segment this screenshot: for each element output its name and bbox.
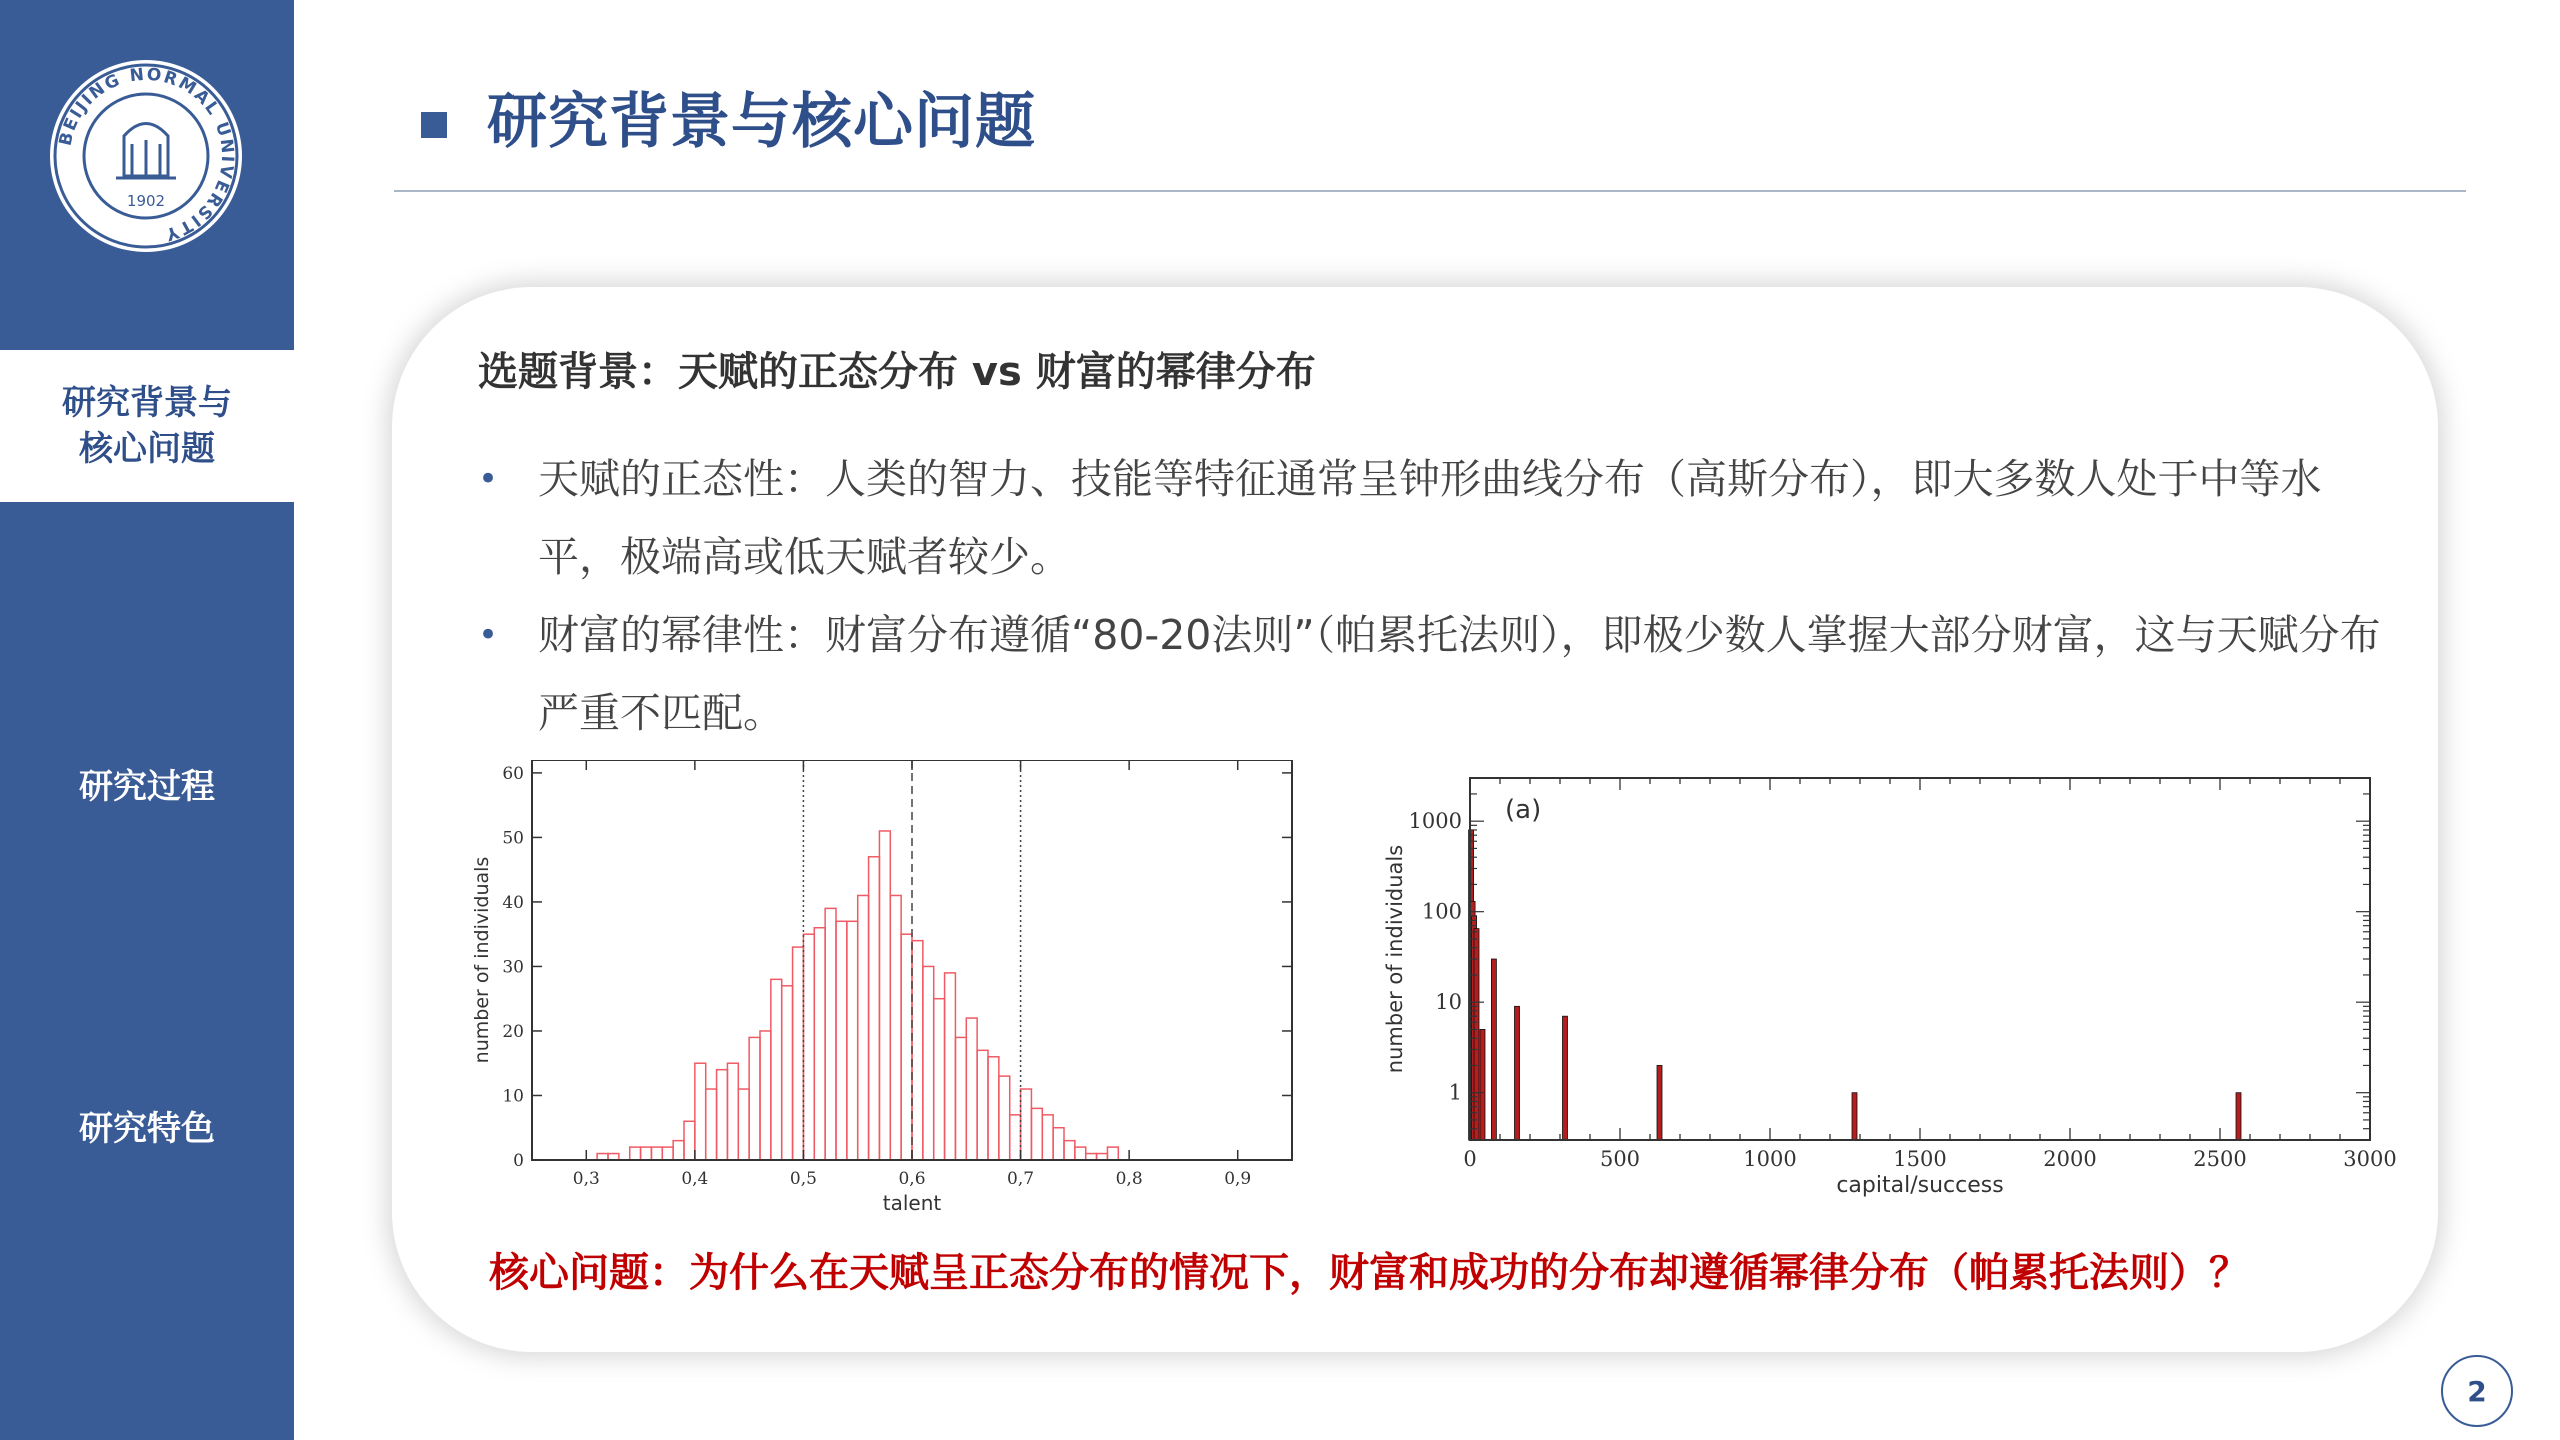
y-tick-label: 1000 <box>1408 809 1462 834</box>
capital-bar <box>1491 959 1496 1140</box>
x-tick-label: 1500 <box>1893 1147 1947 1171</box>
page-title: 研究背景与核心问题 <box>487 87 1036 157</box>
histogram-bar <box>782 986 793 1160</box>
sidebar-item-features[interactable] <box>0 1106 294 1152</box>
x-tick-label: 500 <box>1599 1147 1641 1171</box>
histogram-bar <box>955 1037 966 1160</box>
histogram-bar <box>803 934 814 1160</box>
sidebar-item-background[interactable] <box>0 350 294 502</box>
histogram-bar <box>890 895 901 1160</box>
histogram-bar <box>999 1076 1010 1160</box>
capital-bar <box>1515 1006 1520 1140</box>
histogram-bar <box>738 1089 749 1160</box>
capital-bar <box>1657 1065 1662 1140</box>
histogram-bar <box>934 999 945 1160</box>
histogram-bar <box>901 934 912 1160</box>
capital-bar <box>1480 1029 1485 1140</box>
x-axis-label: talent <box>882 1191 942 1215</box>
plot-frame <box>1470 778 2370 1140</box>
capital-bar <box>1474 929 1479 1140</box>
y-tick-label: 10 <box>1435 990 1462 1015</box>
y-tick-label: 50 <box>502 828 524 849</box>
bullet-dot-icon: • <box>478 459 499 499</box>
bullet-text: 财富的幂律性：财富分布遵循“80-20法则”（帕累托法则），即极少数人掌握大部分财富，这与天赋分布严重不匹配。 <box>538 611 2381 737</box>
histogram-bar <box>977 1050 988 1160</box>
x-tick-label: 0,3 <box>572 1169 600 1189</box>
capital-bar <box>1563 1016 1568 1140</box>
histogram-bar <box>858 895 869 1160</box>
x-tick-label: 0,6 <box>898 1169 926 1189</box>
histogram-bar <box>793 947 804 1160</box>
histogram-bar <box>966 1018 977 1160</box>
histogram-bar <box>1053 1128 1064 1160</box>
x-tick-label: 2000 <box>2043 1147 2097 1171</box>
histogram-bar <box>1042 1115 1053 1160</box>
bullet-text: 天赋的正态性：人类的智力、技能等特征通常呈钟形曲线分布（高斯分布），即大多数人处于中等水平，极端高或低天赋者较少。 <box>538 455 2322 581</box>
sidebar-item-label: 研究过程 <box>79 767 215 807</box>
svg-text:1902: 1902 <box>126 192 166 210</box>
seal-icon <box>46 56 246 256</box>
x-axis-label: capital/success <box>1836 1173 2004 1198</box>
university-logo <box>46 56 246 256</box>
capital-bar <box>2236 1093 2241 1140</box>
x-tick-label: 0,9 <box>1224 1169 1252 1189</box>
y-tick-label: 40 <box>502 892 524 913</box>
svg-text:BEIJING NORMAL UNIVERSITY: BEIJING NORMAL UNIVERSITY <box>55 64 238 245</box>
histogram-bar <box>630 1147 641 1160</box>
y-axis-label: number of individuals <box>471 856 493 1064</box>
histogram-bar <box>988 1057 999 1160</box>
sidebar-item-label: 研究特色 <box>79 1109 215 1149</box>
sidebar-item-process[interactable] <box>0 764 294 810</box>
histogram-bar <box>945 973 956 1160</box>
x-tick-label: 0,5 <box>789 1169 817 1189</box>
sidebar-item-label: 研究背景与 <box>62 383 232 423</box>
histogram-bar <box>771 979 782 1160</box>
y-tick-label: 60 <box>502 763 524 784</box>
histogram-bar <box>673 1141 684 1160</box>
histogram-bar <box>760 1031 771 1160</box>
histogram-bar <box>825 908 836 1160</box>
x-tick-label: 1000 <box>1743 1147 1797 1171</box>
x-tick-label: 3000 <box>2343 1147 2397 1171</box>
histogram-bar <box>869 857 880 1160</box>
histogram-bar <box>912 941 923 1160</box>
core-question: 核心问题：为什么在天赋呈正态分布的情况下，财富和成功的分布却遵循幂律分布（帕累托法则）？ <box>489 1250 2249 1296</box>
panel-annotation: (a) <box>1505 795 1542 825</box>
list-item <box>478 440 2398 596</box>
x-tick-label: 0,4 <box>681 1169 709 1189</box>
histogram-bar <box>662 1147 673 1160</box>
title-divider <box>394 190 2466 192</box>
histogram-bar <box>1107 1147 1118 1160</box>
histogram-bar <box>651 1147 662 1160</box>
page-number: 2 <box>2441 1355 2513 1427</box>
capital-bar <box>1852 1093 1857 1140</box>
histogram-bar <box>879 831 890 1160</box>
talent-histogram-chart <box>470 760 1320 1220</box>
histogram-bar <box>847 921 858 1160</box>
histogram-bar <box>1064 1141 1075 1160</box>
histogram-bar <box>717 1070 728 1160</box>
histogram-bar <box>836 921 847 1160</box>
histogram-bar <box>1021 1089 1032 1160</box>
section-subheading: 选题背景：天赋的正态分布 vs 财富的幂律分布 <box>478 349 1316 395</box>
histogram-bar <box>727 1063 738 1160</box>
bullet-dot-icon: • <box>478 615 499 655</box>
capital-distribution-chart <box>1380 770 2410 1220</box>
y-tick-label: 30 <box>502 957 524 978</box>
y-tick-label: 0 <box>513 1151 524 1171</box>
y-axis-label: number of individuals <box>1383 844 1407 1074</box>
histogram-bar <box>695 1063 706 1160</box>
histogram-bar <box>923 966 934 1160</box>
list-item <box>478 596 2398 752</box>
y-tick-label: 10 <box>502 1086 524 1107</box>
histogram-bar <box>1075 1147 1086 1160</box>
sidebar <box>0 0 294 1440</box>
title-square-icon <box>421 112 447 138</box>
histogram-bar <box>641 1147 652 1160</box>
y-tick-label: 1 <box>1448 1080 1462 1105</box>
sidebar-item-label: 核心问题 <box>79 429 215 469</box>
x-tick-label: 0 <box>1463 1147 1477 1171</box>
y-tick-label: 20 <box>502 1021 524 1042</box>
bullet-list <box>478 440 2398 752</box>
x-tick-label: 2500 <box>2193 1147 2247 1171</box>
y-tick-label: 100 <box>1421 899 1462 924</box>
x-tick-label: 0,8 <box>1115 1169 1143 1189</box>
histogram-bar <box>749 1037 760 1160</box>
histogram-bar <box>706 1089 717 1160</box>
histogram-bar <box>814 928 825 1160</box>
histogram-bar <box>684 1121 695 1160</box>
x-tick-label: 0,7 <box>1007 1169 1035 1189</box>
histogram-bar <box>1031 1108 1042 1160</box>
histogram-bar <box>1010 1115 1021 1160</box>
